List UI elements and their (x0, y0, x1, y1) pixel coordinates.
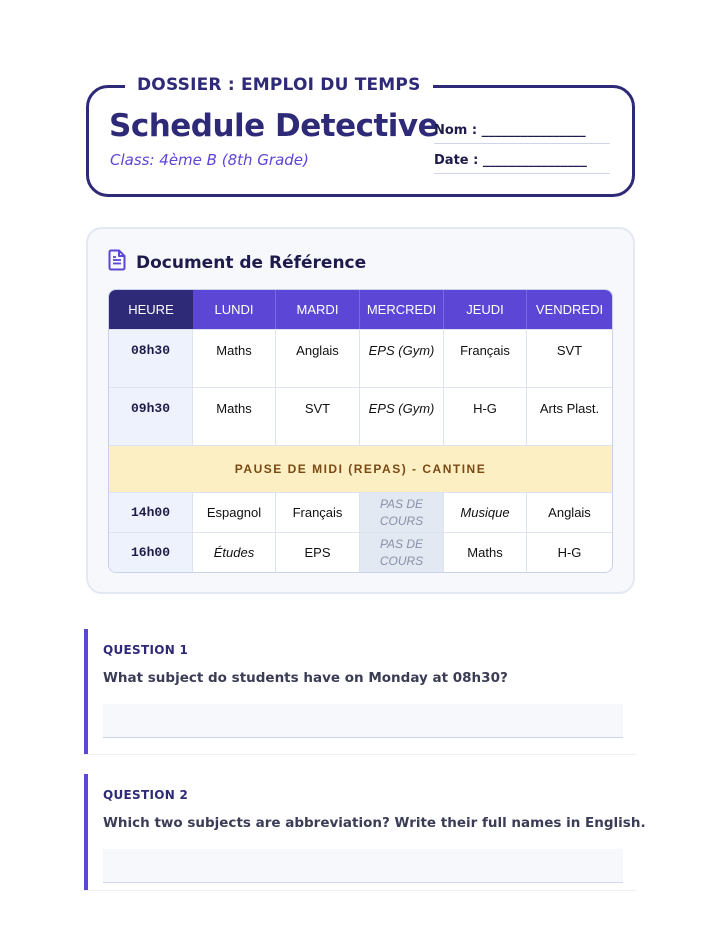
table-row (109, 387, 612, 445)
question-card (84, 774, 646, 890)
table-cell: H-G (444, 387, 527, 445)
table-cell: Maths (193, 329, 276, 387)
lunch-break-row (109, 445, 612, 492)
schedule-table (108, 289, 613, 573)
question-label: QUESTION 2 (103, 788, 189, 802)
reference-title: Document de Référence (136, 252, 367, 273)
question-text: What subject do students have on Monday at 08h30? (103, 670, 508, 686)
date-field[interactable]: Date : ________________ (434, 152, 610, 174)
column-header: VENDREDI (527, 290, 612, 329)
lunch-break-cell: PAUSE DE MIDI (REPAS) - CANTINE (109, 445, 612, 492)
header-legend: DOSSIER : EMPLOI DU TEMPS (125, 74, 433, 96)
reference-header (108, 249, 366, 276)
column-header: MARDI (276, 290, 360, 329)
time-cell: 08h30 (109, 329, 193, 387)
table-cell: Arts Plast. (527, 387, 612, 445)
class-subtitle: Class: 4ème B (8th Grade) (110, 151, 309, 169)
table-cell: Anglais (527, 492, 612, 532)
table-cell: H-G (527, 532, 612, 572)
table-cell: EPS (276, 532, 360, 572)
table-cell: Études (193, 532, 276, 572)
table-row (109, 532, 612, 572)
question-card (84, 629, 636, 754)
column-header: JEUDI (444, 290, 527, 329)
time-cell: 14h00 (109, 492, 193, 532)
column-header: MERCREDI (360, 290, 444, 329)
table-row (109, 492, 612, 532)
column-header: HEURE (109, 290, 193, 329)
document-icon (108, 249, 127, 276)
answer-field[interactable] (103, 849, 623, 883)
table-cell: Anglais (276, 329, 360, 387)
table-cell: Espagnol (193, 492, 276, 532)
table-row (109, 329, 612, 387)
name-field[interactable]: Nom : ________________ (434, 122, 610, 144)
answer-field[interactable] (103, 704, 623, 738)
no-class-cell: PAS DE COURS (360, 492, 444, 532)
question-text: Which two subjects are abbreviation? Write their full names in English. (103, 815, 646, 831)
table-cell: EPS (Gym) (360, 329, 444, 387)
table-cell: EPS (Gym) (360, 387, 444, 445)
table-cell: SVT (527, 329, 612, 387)
table-cell: Français (444, 329, 527, 387)
table-cell: SVT (276, 387, 360, 445)
column-header: LUNDI (193, 290, 276, 329)
time-cell: 09h30 (109, 387, 193, 445)
table-header-row (109, 290, 612, 329)
table-cell: Français (276, 492, 360, 532)
no-class-cell: PAS DE COURS (360, 532, 444, 572)
question-label: QUESTION 1 (103, 643, 189, 657)
page-title: Schedule Detective (109, 108, 439, 144)
table-cell: Maths (193, 387, 276, 445)
table-cell: Maths (444, 532, 527, 572)
time-cell: 16h00 (109, 532, 193, 572)
table-cell: Musique (444, 492, 527, 532)
